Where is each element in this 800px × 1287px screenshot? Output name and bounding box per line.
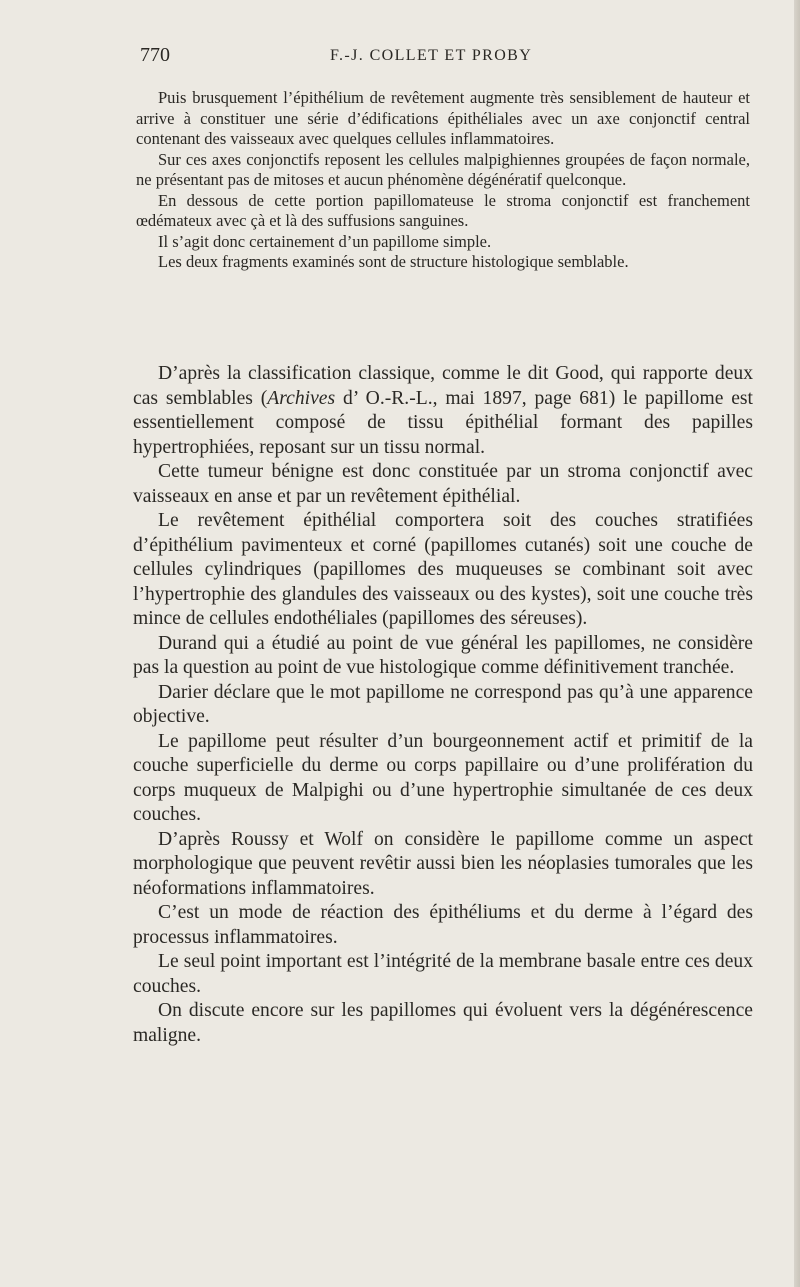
paragraph: On discute encore sur les papillomes qui évoluent vers la dégénérescence maligne. xyxy=(133,1000,753,1046)
paragraph: En dessous de cette portion papillomateuse le stroma conjonctif est franchement œdémateux avec çà et là des suffusions sanguines. xyxy=(136,190,750,230)
histology-description-block xyxy=(136,88,750,273)
paragraph: Il s’agit donc certainement d’un papillome simple. xyxy=(158,231,492,251)
paragraph: Sur ces axes conjonctifs reposent les cellules malpighiennes groupées de façon normale, ne présentant pas de mitoses et aucun phénomène dégénératif quelconque. xyxy=(136,149,750,189)
paragraph xyxy=(133,362,753,460)
page-edge-shadow xyxy=(794,0,800,1287)
page-number: 770 xyxy=(140,44,170,66)
paragraph: Durand qui a étudié au point de vue général les papillomes, ne considère pas la question au point de vue histologique comme définitivement tranchée. xyxy=(133,632,753,678)
main-text-block xyxy=(133,362,753,1048)
page-header xyxy=(140,44,760,74)
paragraph: Le seul point important est l’intégrité de la membrane basale entre ces deux couches. xyxy=(133,951,753,997)
running-title: F.-J. COLLET ET PROBY xyxy=(330,47,533,64)
paragraph: D’après Roussy et Wolf on considère le papillome comme un aspect morphologique que peuvent revêtir aussi bien les néoplasies tumorales que les néoformations inflammatoires. xyxy=(133,828,753,899)
paragraph: Darier déclare que le mot papillome ne correspond pas qu’à une apparence objective. xyxy=(133,681,753,727)
journal-title-italic: Archives xyxy=(267,387,336,409)
paragraph: Les deux fragments examinés sont de structure histologique semblable. xyxy=(158,252,629,271)
paragraph: Le papillome peut résulter d’un bourgeonnement actif et primitif de la couche superficielle du derme ou corps papillaire ou d’une prolifération du corps muqueux de Malpighi ou d’une hypertrophie simultanée de ces deux couches. xyxy=(133,730,753,825)
text-run: d’ O.-R.-L., mai 1897, page 681) le papillome est essentiellement composé de tissu épithélial formant des papilles hypertrophiées, reposant sur un tissu normal. xyxy=(133,387,754,458)
paragraph: Cette tumeur bénigne est donc constituée par un stroma conjonctif avec vaisseaux en anse et par un revêtement épithélial. xyxy=(133,461,753,507)
text-run: D’après la classification classique, comme le dit Good, qui rapporte deux cas semblables ( xyxy=(133,363,753,409)
paragraph: C’est un mode de réaction des épithéliums et du derme à l’égard des processus inflammatoires. xyxy=(133,902,753,948)
paragraph: Puis brusquement l’épithélium de revêtement augmente très sensiblement de hauteur et arrive à constituer une série d’édifications épithéliales avec un axe conjonctif central contenant des vaisseaux avec quelques cellules inflammatoires. xyxy=(136,88,750,148)
paragraph: Le revêtement épithélial comportera soit des couches stratifiées d’épithélium pavimenteux et corné (papillomes cutanés) soit une couche de cellules cylindriques (papillomes des muqueuses se combinant soit avec l’hypertrophie des glandules des vaisseaux ou des kystes), soit une couche très mince de cellules endothéliales (papillomes des séreuses). xyxy=(133,510,753,629)
